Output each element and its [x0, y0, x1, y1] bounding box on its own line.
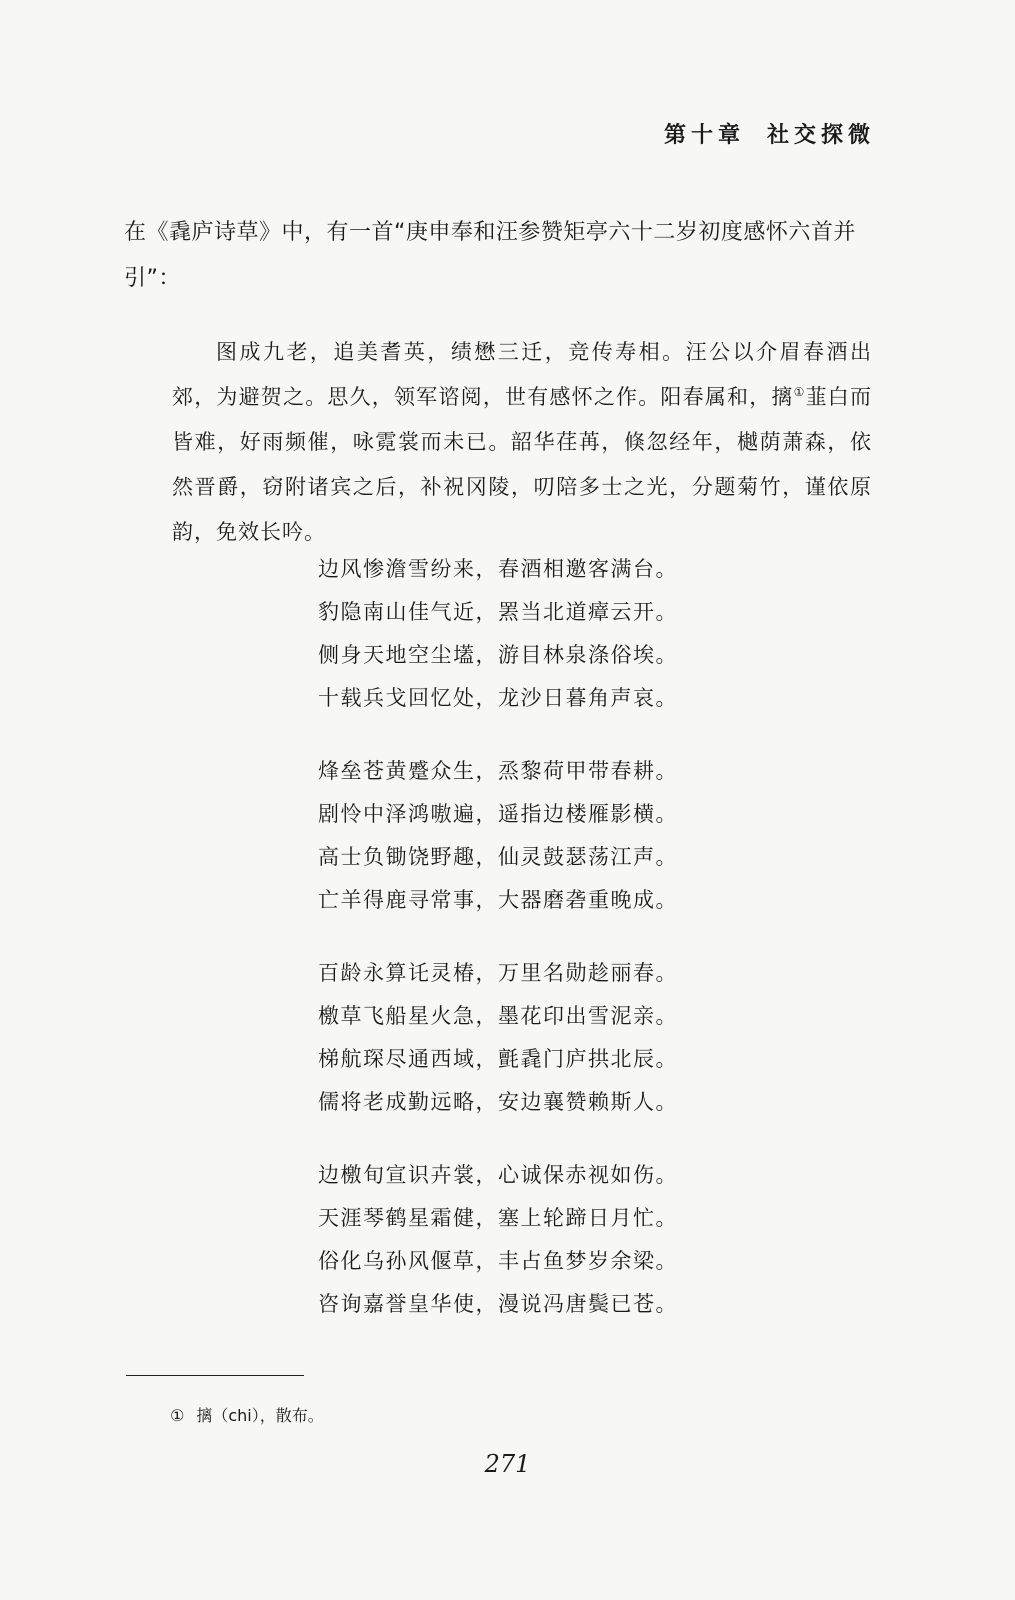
- page-number: 271: [484, 1450, 531, 1478]
- chapter-title: 社交探微: [766, 122, 875, 148]
- preface-text-part-1: 图成九老，追美耆英，绩懋三迁，竞传寿相。汪公以介眉春酒出郊，为避贺之。思久，领军谘阅，世有感怀之作。阳春属和，摛: [172, 340, 872, 409]
- poem-line: 儒将老成勤远略，安边襄赞赖斯人。: [318, 1090, 678, 1114]
- footnote-divider: [126, 1375, 304, 1376]
- footnote: [170, 1403, 324, 1426]
- poem-line: 百龄永算讬灵椿，万里名勋趁丽春。: [318, 961, 678, 985]
- poem-line: 天涯琴鹤星霜健，塞上轮蹄日月忙。: [318, 1206, 678, 1230]
- poem-line: 十载兵戈回忆处，龙沙日暮角声哀。: [318, 686, 678, 710]
- footnote-mark: ①: [170, 1406, 185, 1425]
- poem-line: 侧身天地空尘壒，游目林泉涤俗埃。: [318, 643, 678, 667]
- preface-paragraph: [172, 330, 872, 555]
- poem-stanza-2: [318, 750, 878, 922]
- poem-line: 剧怜中泽鸿嗷遍，遥指边楼雁影横。: [318, 802, 678, 826]
- running-header: [664, 118, 875, 149]
- poem-line: 俗化乌孙风偃草，丰占鱼梦岁余梁。: [318, 1249, 678, 1273]
- poem-line: 豹隐南山佳气近，罴当北道瘴云开。: [318, 600, 678, 624]
- poem-stanza-3: [318, 952, 878, 1124]
- poem-block: [318, 548, 878, 1356]
- intro-paragraph: 在《毳庐诗草》中，有一首“庚申奉和汪参赞矩亭六十二岁初度感怀六首并引”：: [124, 220, 856, 291]
- footnote-reference: ①: [793, 385, 806, 399]
- poem-line: 檄草飞船星火急，墨花印出雪泥亲。: [318, 1004, 678, 1028]
- poem-line: 梯航琛尽通西域，氈毳门庐拱北辰。: [318, 1047, 678, 1071]
- preface-text-part-2: 韮白而皆难，好雨频催，咏霓裳而未已。韶华荏苒，倏忽经年，樾荫萧森，依然晋爵，窃附诸宾之后，补祝冈陵，叨陪多士之光，分题菊竹，谨依原韵，免效长吟。: [172, 385, 873, 544]
- chapter-number: 第十章: [663, 122, 745, 148]
- poem-line: 高士负锄饶野趣，仙灵鼓瑟荡江声。: [318, 845, 678, 869]
- poem-line: 亡羊得鹿寻常事，大器磨砻重晚成。: [318, 888, 678, 912]
- poem-line: 边檄旬宣识卉裳，心诚保赤视如伤。: [318, 1163, 678, 1187]
- footnote-text: 摛（chi），散布。: [196, 1406, 324, 1425]
- poem-line: 烽垒苍黄蹙众生，烝黎荷甲带春耕。: [318, 759, 678, 783]
- poem-stanza-1: [318, 548, 878, 720]
- poem-stanza-4: [318, 1154, 878, 1326]
- poem-line: 边风惨澹雪纷来，春酒相邀客满台。: [318, 557, 678, 581]
- poem-line: 咨询嘉誉皇华使，漫说冯唐鬓已苍。: [318, 1292, 678, 1316]
